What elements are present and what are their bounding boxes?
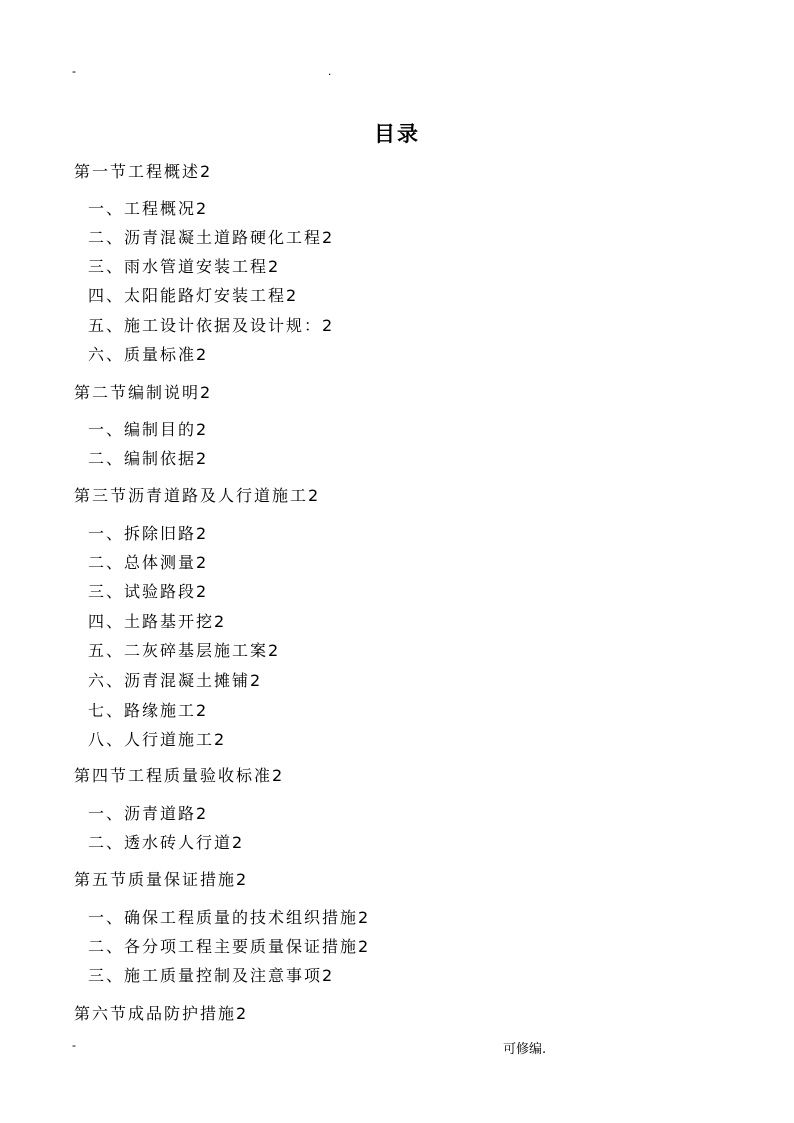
toc-item[interactable]: 四、土路基开挖2 — [88, 612, 227, 631]
toc-section-4[interactable]: 第四节工程质量验收标准2 — [74, 766, 285, 785]
toc-item[interactable]: 二、编制依据2 — [88, 449, 209, 468]
page-title: 目录 — [374, 122, 420, 146]
toc-section-6[interactable]: 第六节成品防护措施2 — [74, 1004, 249, 1023]
toc-item[interactable]: 二、总体测量2 — [88, 553, 209, 572]
footer-editable-note: 可修编. — [503, 1042, 547, 1057]
toc-item[interactable]: 五、二灰碎基层施工案2 — [88, 641, 281, 660]
toc-item[interactable]: 三、雨水管道安装工程2 — [88, 257, 281, 276]
header-left-mark: - — [72, 64, 76, 78]
toc-item[interactable]: 三、试验路段2 — [88, 582, 209, 601]
toc-item[interactable]: 一、工程概况2 — [88, 199, 209, 218]
footer-left-mark: - — [72, 1038, 76, 1052]
toc-item[interactable]: 六、沥青混凝土摊铺2 — [88, 671, 263, 690]
toc-item[interactable]: 五、施工设计依据及设计规：2 — [88, 316, 335, 335]
toc-section-2[interactable]: 第二节编制说明2 — [74, 383, 213, 402]
toc-section-3[interactable]: 第三节沥青道路及人行道施工2 — [74, 486, 321, 505]
toc-section-1[interactable]: 第一节工程概述2 — [74, 162, 213, 181]
toc-item[interactable]: 一、沥青道路2 — [88, 804, 209, 823]
toc-item[interactable]: 二、各分项工程主要质量保证措施2 — [88, 937, 371, 956]
toc-item[interactable]: 二、透水砖人行道2 — [88, 833, 245, 852]
toc-item[interactable]: 三、施工质量控制及注意事项2 — [88, 966, 335, 985]
toc-item[interactable]: 八、人行道施工2 — [88, 730, 227, 749]
toc-item[interactable]: 四、太阳能路灯安装工程2 — [88, 286, 299, 305]
toc-item[interactable]: 六、质量标准2 — [88, 345, 209, 364]
header-right-mark: . — [328, 64, 332, 78]
toc-item[interactable]: 一、确保工程质量的技术组织措施2 — [88, 908, 371, 927]
toc-item[interactable]: 一、编制目的2 — [88, 420, 209, 439]
toc-item[interactable]: 二、沥青混凝土道路硬化工程2 — [88, 228, 335, 247]
toc-item[interactable]: 七、路缘施工2 — [88, 701, 209, 720]
toc-item[interactable]: 一、拆除旧路2 — [88, 524, 209, 543]
toc-section-5[interactable]: 第五节质量保证措施2 — [74, 870, 249, 889]
